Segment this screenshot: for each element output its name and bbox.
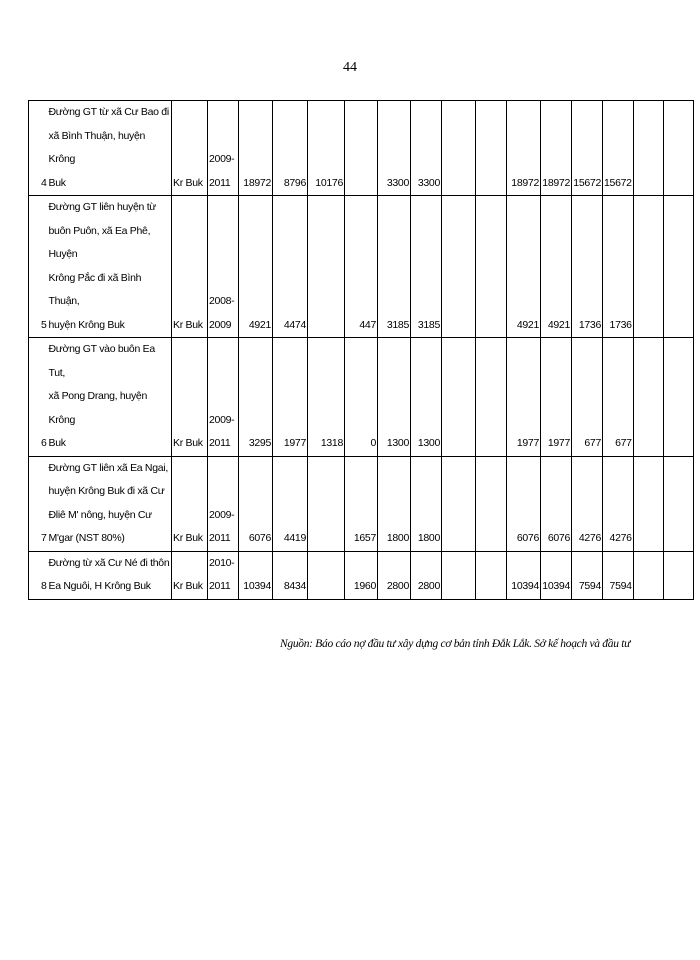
period-line: 2009- [209,153,235,165]
value-cell: 4921 [239,196,273,338]
value-cell [442,196,476,338]
project-name [48,456,172,551]
period-line: 2011 [209,580,231,592]
value-cell: 10394 [541,551,572,599]
value-cell [663,338,693,457]
value-cell: 1977 [507,338,541,457]
row-number: 8 [29,551,48,599]
period [208,456,239,551]
value-cell [308,196,345,338]
project-name-line: huyện Krông Buk [48,318,125,331]
location: Kr Buk [172,338,208,457]
project-name [48,338,172,457]
period-line: 2011 [209,176,231,189]
table-row [29,456,694,551]
value-cell [442,101,476,196]
value-cell: 4276 [603,456,634,551]
value-cell: 18972 [507,101,541,196]
value-cell: 6076 [507,456,541,551]
value-cell: 15672 [572,101,603,196]
project-name-line: xã Pong Drang, huyện Krông [48,390,147,426]
project-name-line: Đường từ xã Cư Né đi thôn [48,556,170,569]
value-cell: 2800 [411,551,442,599]
project-name-line: Ea Nguôi, H Krông Buk [48,580,151,592]
value-cell: 10176 [308,101,345,196]
value-cell: 18972 [541,101,572,196]
period [208,196,239,338]
value-cell [442,551,476,599]
value-cell: 4474 [273,196,308,338]
value-cell: 1800 [411,456,442,551]
table-row [29,338,694,457]
period-line: 2011 [209,532,231,544]
project-name-line: xã Bình Thuận, huyện Krông [48,129,146,165]
period-line: 2011 [209,437,231,449]
value-cell: 1800 [378,456,411,551]
table-row [29,196,694,338]
value-cell: 1300 [411,338,442,457]
project-name-line: buôn Puôn, xã Ea Phê, Huyện [48,224,151,260]
row-number: 4 [29,101,48,196]
value-cell: 10394 [239,551,273,599]
value-cell: 6076 [239,456,273,551]
value-cell: 3300 [411,101,442,196]
project-name [48,551,172,599]
project-name [48,196,172,338]
value-cell: 4921 [507,196,541,338]
value-cell: 18972 [239,101,273,196]
value-cell: 1657 [345,456,378,551]
value-cell [476,456,507,551]
project-name-line: Đường GT từ xã Cư Bao đi [48,106,169,118]
value-cell [308,456,345,551]
table-row [29,101,694,196]
value-cell [442,338,476,457]
value-cell [476,196,507,338]
debt-table [28,100,694,600]
value-cell [476,551,507,599]
value-cell: 2800 [378,551,411,599]
project-name-line: Buk [48,176,66,189]
value-cell [663,101,693,196]
project-name-line: Đliê M' nông, huyện Cư [48,508,152,521]
value-cell: 1977 [541,338,572,457]
value-cell: 1960 [345,551,378,599]
project-name-line: M'gar (NST 80%) [48,532,125,544]
value-cell: 4419 [273,456,308,551]
value-cell: 447 [345,196,378,338]
value-cell [633,338,663,457]
value-cell [663,551,693,599]
project-name-line: Đường GT liên xã Ea Ngai, [48,461,168,474]
project-name-line: Đường GT liên huyện từ [48,201,157,213]
period-line: 2009- [209,508,235,521]
value-cell [308,551,345,599]
value-cell: 1736 [572,196,603,338]
value-cell: 7594 [603,551,634,599]
source-note: Nguồn: Báo cáo nợ đầu tư xây dựng cơ bản tỉnh Đắk Lắk. Sở kế hoạch và đầu tư [280,638,631,650]
location: Kr Buk [172,101,208,196]
value-cell: 6076 [541,456,572,551]
value-cell [663,196,693,338]
value-cell [633,101,663,196]
value-cell: 3185 [378,196,411,338]
value-cell: 3295 [239,338,273,457]
value-cell [476,338,507,457]
value-cell: 677 [572,338,603,457]
value-cell [663,456,693,551]
value-cell: 677 [603,338,634,457]
value-cell: 3300 [378,101,411,196]
value-cell: 1300 [378,338,411,457]
value-cell [345,101,378,196]
row-number: 5 [29,196,48,338]
value-cell: 1736 [603,196,634,338]
value-cell [476,101,507,196]
project-name-line: Buk [48,437,66,449]
period [208,551,239,599]
period-line: 2008- [209,295,235,307]
period-line: 2010- [209,556,235,569]
value-cell [442,456,476,551]
location: Kr Buk [172,551,208,599]
value-cell [633,456,663,551]
value-cell [633,551,663,599]
period-line: 2009- [209,413,235,426]
value-cell: 4276 [572,456,603,551]
value-cell: 3185 [411,196,442,338]
value-cell: 0 [345,338,378,457]
period [208,101,239,196]
project-name-line: Đường GT vào buôn Ea Tut, [48,343,155,379]
value-cell: 4921 [541,196,572,338]
table-row [29,551,694,599]
value-cell: 1318 [308,338,345,457]
value-cell: 10394 [507,551,541,599]
row-number: 6 [29,338,48,457]
value-cell: 8434 [273,551,308,599]
location: Kr Buk [172,456,208,551]
period [208,338,239,457]
row-number: 7 [29,456,48,551]
value-cell [633,196,663,338]
location: Kr Buk [172,196,208,338]
page-number: 44 [343,60,357,75]
project-name [48,101,172,196]
value-cell: 1977 [273,338,308,457]
project-name-line: huyện Krông Buk đi xã Cư [48,485,165,497]
value-cell: 7594 [572,551,603,599]
value-cell: 15672 [603,101,634,196]
period-line: 2009 [209,318,232,331]
value-cell: 8796 [273,101,308,196]
project-name-line: Krông Pắc đi xã Bình Thuận, [48,271,142,307]
